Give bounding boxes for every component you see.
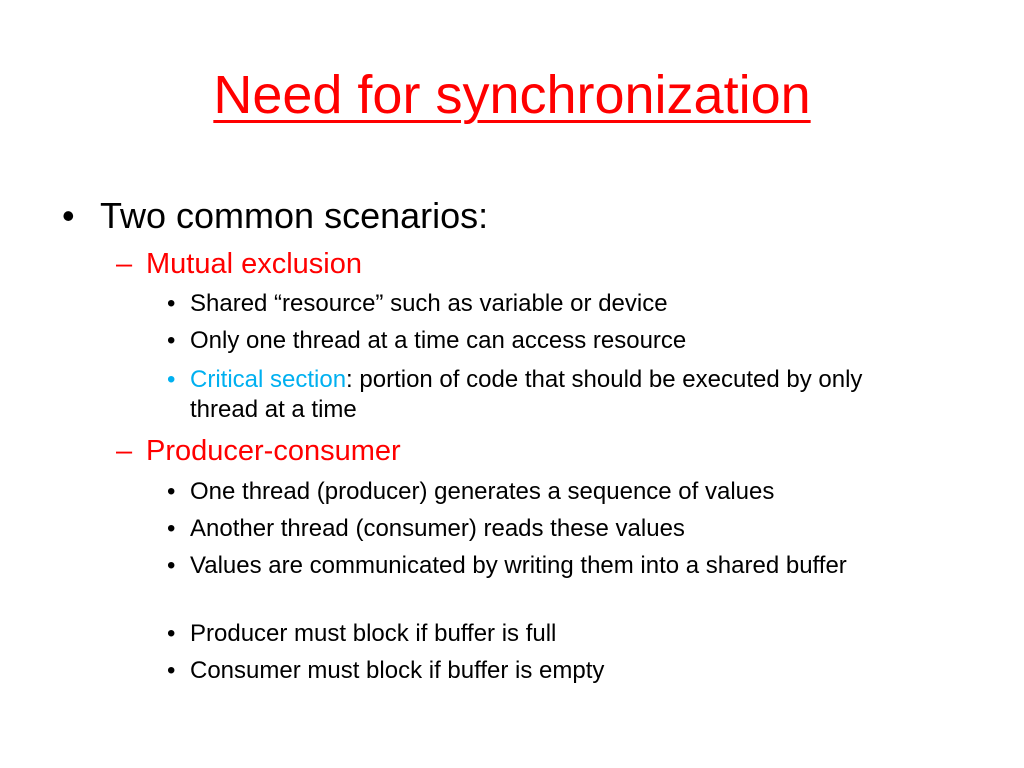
- term-definition: : portion of code that should be executed by only thread at a time: [190, 366, 863, 423]
- bullet-marker: •: [167, 552, 176, 579]
- list-item: Producer must block if buffer is full: [190, 620, 557, 647]
- bullet-marker: •: [167, 620, 176, 647]
- list-item: Another thread (consumer) reads these values: [190, 515, 685, 542]
- dash-marker: –: [116, 435, 133, 467]
- bullet-marker-accent: •: [167, 366, 176, 393]
- bullet-marker: •: [167, 327, 176, 354]
- list-item-critical-section: [190, 365, 930, 425]
- scenario-heading-producer-consumer: Producer-consumer: [146, 435, 401, 467]
- bullet-marker: •: [62, 195, 75, 236]
- scenario-heading-mutual-exclusion: Mutual exclusion: [146, 248, 362, 280]
- bullet-marker: •: [167, 657, 176, 684]
- list-item: Consumer must block if buffer is empty: [190, 657, 605, 684]
- list-item: Values are communicated by writing them into a shared buffer: [190, 552, 847, 579]
- dash-marker: –: [116, 248, 133, 280]
- slide-title: Need for synchronization: [213, 65, 811, 125]
- bullet-marker: •: [167, 515, 176, 542]
- term-critical-section: Critical section: [190, 366, 347, 393]
- list-item: Shared “resource” such as variable or device: [190, 290, 668, 317]
- bullet-marker: •: [167, 290, 176, 317]
- bullet-marker: •: [167, 478, 176, 505]
- main-point: Two common scenarios:: [100, 195, 489, 236]
- list-item: One thread (producer) generates a sequence of values: [190, 478, 775, 505]
- list-item: Only one thread at a time can access resource: [190, 327, 687, 354]
